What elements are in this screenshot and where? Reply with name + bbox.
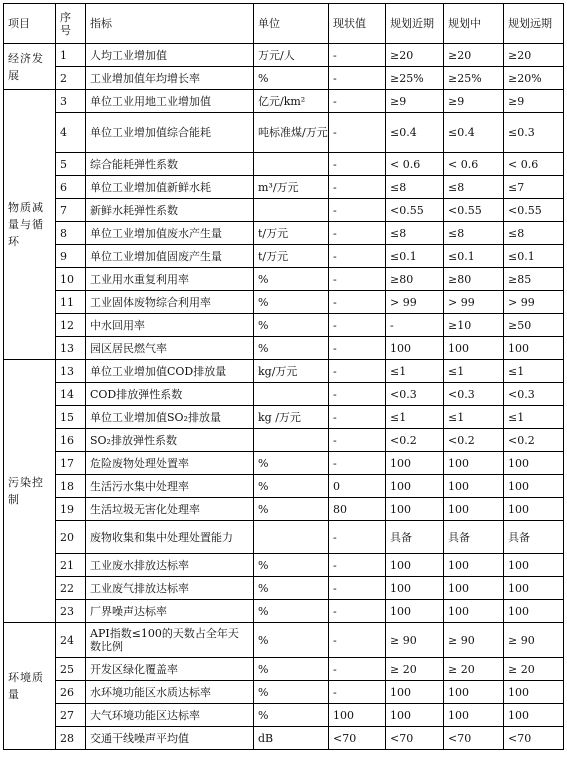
category-cell: 经济发展	[4, 44, 56, 90]
near-term-cell: -	[386, 314, 444, 337]
number-cell: 16	[56, 429, 86, 452]
mid-term-cell: < 0.6	[444, 153, 504, 176]
unit-cell: %	[254, 498, 329, 521]
near-term-cell: ≤8	[386, 222, 444, 245]
unit-cell: %	[254, 475, 329, 498]
current-cell: -	[329, 199, 386, 222]
unit-cell: %	[254, 623, 329, 658]
indicator-cell: 新鲜水耗弹性系数	[86, 199, 254, 222]
category-cell: 物质减量与循环	[4, 90, 56, 360]
indicator-cell: 单位工业增加值固废产生量	[86, 245, 254, 268]
current-cell: -	[329, 153, 386, 176]
indicator-cell: 工业废气排放达标率	[86, 577, 254, 600]
table-row	[4, 623, 564, 658]
number-cell: 2	[56, 67, 86, 90]
current-cell: -	[329, 44, 386, 67]
mid-term-cell: <0.55	[444, 199, 504, 222]
long-term-cell: ≥85	[504, 268, 564, 291]
unit-cell	[254, 199, 329, 222]
number-cell: 24	[56, 623, 86, 658]
near-term-cell: ≥20	[386, 44, 444, 67]
table-row	[4, 222, 564, 245]
near-term-cell: < 0.6	[386, 153, 444, 176]
mid-term-cell: <0.2	[444, 429, 504, 452]
indicator-cell: 危险废物处理处置率	[86, 452, 254, 475]
mid-term-cell: 100	[444, 681, 504, 704]
unit-cell: %	[254, 67, 329, 90]
mid-term-cell: <70	[444, 727, 504, 750]
unit-cell: m³/万元	[254, 176, 329, 199]
number-cell: 15	[56, 406, 86, 429]
long-term-cell: 100	[504, 475, 564, 498]
mid-term-cell: ≥80	[444, 268, 504, 291]
table-row	[4, 67, 564, 90]
indicator-cell: 人均工业增加值	[86, 44, 254, 67]
header-indicator: 指标	[86, 4, 254, 44]
long-term-cell: 100	[504, 554, 564, 577]
table-row	[4, 176, 564, 199]
mid-term-cell: ≥25%	[444, 67, 504, 90]
number-cell: 21	[56, 554, 86, 577]
long-term-cell: 100	[504, 600, 564, 623]
number-cell: 28	[56, 727, 86, 750]
near-term-cell: 100	[386, 681, 444, 704]
number-cell: 22	[56, 577, 86, 600]
long-term-cell: <70	[504, 727, 564, 750]
indicator-table	[3, 3, 564, 750]
unit-cell	[254, 429, 329, 452]
unit-cell: %	[254, 452, 329, 475]
indicator-cell: 工业增加值年均增长率	[86, 67, 254, 90]
long-term-cell: 具备	[504, 521, 564, 554]
table-row	[4, 727, 564, 750]
near-term-cell: 100	[386, 554, 444, 577]
near-term-cell: > 99	[386, 291, 444, 314]
mid-term-cell: ≤0.4	[444, 113, 504, 153]
current-cell: -	[329, 337, 386, 360]
unit-cell	[254, 153, 329, 176]
indicator-cell: 水环境功能区水质达标率	[86, 681, 254, 704]
near-term-cell: ≥ 20	[386, 658, 444, 681]
mid-term-cell: ≥10	[444, 314, 504, 337]
number-cell: 3	[56, 90, 86, 113]
long-term-cell: ≥20	[504, 44, 564, 67]
unit-cell: t/万元	[254, 222, 329, 245]
number-cell: 14	[56, 383, 86, 406]
number-cell: 8	[56, 222, 86, 245]
table-row	[4, 681, 564, 704]
indicator-cell: 单位工业增加值COD排放量	[86, 360, 254, 383]
near-term-cell: ≤1	[386, 406, 444, 429]
current-cell: -	[329, 554, 386, 577]
current-cell: -	[329, 360, 386, 383]
header-long-term: 规划远期	[504, 4, 564, 44]
mid-term-cell: ≤1	[444, 360, 504, 383]
near-term-cell: <0.2	[386, 429, 444, 452]
number-cell: 1	[56, 44, 86, 67]
near-term-cell: 100	[386, 704, 444, 727]
long-term-cell: > 99	[504, 291, 564, 314]
number-cell: 27	[56, 704, 86, 727]
indicator-cell: 厂界噪声达标率	[86, 600, 254, 623]
table-row	[4, 337, 564, 360]
indicator-cell: 单位工业增加值综合能耗	[86, 113, 254, 153]
table-row	[4, 429, 564, 452]
near-term-cell: ≥25%	[386, 67, 444, 90]
table-row	[4, 383, 564, 406]
unit-cell: kg /万元	[254, 406, 329, 429]
number-cell: 25	[56, 658, 86, 681]
header-current: 现状值	[329, 4, 386, 44]
header-row	[4, 4, 564, 44]
number-cell: 26	[56, 681, 86, 704]
current-cell: -	[329, 383, 386, 406]
number-cell: 13	[56, 360, 86, 383]
long-term-cell: ≥ 90	[504, 623, 564, 658]
near-term-cell: 100	[386, 475, 444, 498]
number-cell: 10	[56, 268, 86, 291]
current-cell: -	[329, 577, 386, 600]
indicator-cell: COD排放弹性系数	[86, 383, 254, 406]
mid-term-cell: ≥9	[444, 90, 504, 113]
unit-cell: %	[254, 681, 329, 704]
table-row	[4, 704, 564, 727]
unit-cell: dB	[254, 727, 329, 750]
mid-term-cell: 100	[444, 475, 504, 498]
long-term-cell: ≥20%	[504, 67, 564, 90]
table-row	[4, 658, 564, 681]
unit-cell: 吨标准煤/万元	[254, 113, 329, 153]
near-term-cell: <70	[386, 727, 444, 750]
table-row	[4, 406, 564, 429]
near-term-cell: 100	[386, 600, 444, 623]
near-term-cell: 100	[386, 577, 444, 600]
current-cell: -	[329, 222, 386, 245]
mid-term-cell: 100	[444, 600, 504, 623]
current-cell: -	[329, 291, 386, 314]
number-cell: 5	[56, 153, 86, 176]
current-cell: -	[329, 176, 386, 199]
unit-cell	[254, 383, 329, 406]
mid-term-cell: ≤0.1	[444, 245, 504, 268]
number-cell: 19	[56, 498, 86, 521]
unit-cell: t/万元	[254, 245, 329, 268]
long-term-cell: < 0.6	[504, 153, 564, 176]
indicator-cell: 单位工业增加值废水产生量	[86, 222, 254, 245]
current-cell: <70	[329, 727, 386, 750]
category-cell: 污染控制	[4, 360, 56, 623]
indicator-cell: 交通干线噪声平均值	[86, 727, 254, 750]
mid-term-cell: 100	[444, 704, 504, 727]
mid-term-cell: 具备	[444, 521, 504, 554]
table-row	[4, 199, 564, 222]
unit-cell: %	[254, 658, 329, 681]
unit-cell: %	[254, 704, 329, 727]
unit-cell: %	[254, 337, 329, 360]
mid-term-cell: 100	[444, 577, 504, 600]
table-row	[4, 475, 564, 498]
table-row	[4, 452, 564, 475]
indicator-cell: SO₂排放弹性系数	[86, 429, 254, 452]
current-cell: -	[329, 452, 386, 475]
table-row	[4, 521, 564, 554]
mid-term-cell: ≥ 20	[444, 658, 504, 681]
mid-term-cell: 100	[444, 337, 504, 360]
current-cell: -	[329, 67, 386, 90]
table-row	[4, 90, 564, 113]
long-term-cell: ≤0.1	[504, 245, 564, 268]
indicator-cell: 生活垃圾无害化处理率	[86, 498, 254, 521]
current-cell: -	[329, 521, 386, 554]
current-cell: -	[329, 268, 386, 291]
near-term-cell: 100	[386, 337, 444, 360]
mid-term-cell: ≥20	[444, 44, 504, 67]
indicator-cell: 工业废水排放达标率	[86, 554, 254, 577]
current-cell: 100	[329, 704, 386, 727]
indicator-cell: API指数≤100的天数占全年天数比例	[86, 623, 254, 658]
current-cell: -	[329, 90, 386, 113]
near-term-cell: <0.3	[386, 383, 444, 406]
long-term-cell: 100	[504, 498, 564, 521]
indicator-cell: 园区居民燃气率	[86, 337, 254, 360]
current-cell: -	[329, 245, 386, 268]
mid-term-cell: ≤8	[444, 222, 504, 245]
unit-cell: %	[254, 268, 329, 291]
number-cell: 4	[56, 113, 86, 153]
number-cell: 12	[56, 314, 86, 337]
current-cell: -	[329, 429, 386, 452]
current-cell: -	[329, 113, 386, 153]
table-row	[4, 360, 564, 383]
near-term-cell: ≤8	[386, 176, 444, 199]
near-term-cell: ≤0.1	[386, 245, 444, 268]
number-cell: 17	[56, 452, 86, 475]
near-term-cell: <0.55	[386, 199, 444, 222]
table-row	[4, 600, 564, 623]
long-term-cell: ≥ 20	[504, 658, 564, 681]
number-cell: 13	[56, 337, 86, 360]
long-term-cell: ≤7	[504, 176, 564, 199]
current-cell: -	[329, 658, 386, 681]
unit-cell: 万元/人	[254, 44, 329, 67]
mid-term-cell: ≤8	[444, 176, 504, 199]
mid-term-cell: > 99	[444, 291, 504, 314]
long-term-cell: 100	[504, 577, 564, 600]
long-term-cell: 100	[504, 337, 564, 360]
long-term-cell: 100	[504, 704, 564, 727]
unit-cell: %	[254, 577, 329, 600]
number-cell: 6	[56, 176, 86, 199]
table-row	[4, 314, 564, 337]
near-term-cell: 100	[386, 498, 444, 521]
table-row	[4, 153, 564, 176]
long-term-cell: ≤8	[504, 222, 564, 245]
near-term-cell: ≥9	[386, 90, 444, 113]
mid-term-cell: 100	[444, 554, 504, 577]
number-cell: 9	[56, 245, 86, 268]
near-term-cell: 100	[386, 452, 444, 475]
indicator-cell: 废物收集和集中处理处置能力	[86, 521, 254, 554]
unit-cell: 亿元/km²	[254, 90, 329, 113]
current-cell: -	[329, 681, 386, 704]
table-row	[4, 113, 564, 153]
near-term-cell: ≤0.4	[386, 113, 444, 153]
long-term-cell: <0.55	[504, 199, 564, 222]
indicator-cell: 综合能耗弹性系数	[86, 153, 254, 176]
number-cell: 11	[56, 291, 86, 314]
table-row	[4, 245, 564, 268]
mid-term-cell: 100	[444, 498, 504, 521]
mid-term-cell: ≥ 90	[444, 623, 504, 658]
near-term-cell: 具备	[386, 521, 444, 554]
header-near-term: 规划近期	[386, 4, 444, 44]
current-cell: 80	[329, 498, 386, 521]
indicator-cell: 单位工业用地工业增加值	[86, 90, 254, 113]
number-cell: 18	[56, 475, 86, 498]
long-term-cell: ≤1	[504, 360, 564, 383]
mid-term-cell: 100	[444, 452, 504, 475]
header-mid-term: 规划中	[444, 4, 504, 44]
header-category: 项目	[4, 4, 56, 44]
long-term-cell: ≤1	[504, 406, 564, 429]
near-term-cell: ≤1	[386, 360, 444, 383]
header-unit: 单位	[254, 4, 329, 44]
long-term-cell: <0.2	[504, 429, 564, 452]
mid-term-cell: ≤1	[444, 406, 504, 429]
number-cell: 20	[56, 521, 86, 554]
unit-cell: %	[254, 314, 329, 337]
long-term-cell: 100	[504, 681, 564, 704]
indicator-cell: 单位工业增加值SO₂排放量	[86, 406, 254, 429]
near-term-cell: ≥ 90	[386, 623, 444, 658]
long-term-cell: ≤0.3	[504, 113, 564, 153]
current-cell: 0	[329, 475, 386, 498]
indicator-cell: 开发区绿化覆盖率	[86, 658, 254, 681]
current-cell: -	[329, 623, 386, 658]
mid-term-cell: <0.3	[444, 383, 504, 406]
current-cell: -	[329, 406, 386, 429]
long-term-cell: ≥50	[504, 314, 564, 337]
unit-cell: %	[254, 291, 329, 314]
indicator-cell: 单位工业增加值新鲜水耗	[86, 176, 254, 199]
indicator-cell: 大气环境功能区达标率	[86, 704, 254, 727]
current-cell: -	[329, 600, 386, 623]
unit-cell: %	[254, 554, 329, 577]
unit-cell: %	[254, 600, 329, 623]
unit-cell	[254, 521, 329, 554]
long-term-cell: ≥9	[504, 90, 564, 113]
number-cell: 7	[56, 199, 86, 222]
unit-cell: kg/万元	[254, 360, 329, 383]
category-cell: 环境质量	[4, 623, 56, 750]
current-cell: -	[329, 314, 386, 337]
table-row	[4, 268, 564, 291]
table-row	[4, 554, 564, 577]
table-row	[4, 577, 564, 600]
indicator-cell: 工业固体废物综合利用率	[86, 291, 254, 314]
near-term-cell: ≥80	[386, 268, 444, 291]
number-cell: 23	[56, 600, 86, 623]
long-term-cell: 100	[504, 452, 564, 475]
table-row	[4, 291, 564, 314]
header-number: 序号	[56, 4, 86, 44]
indicator-cell: 中水回用率	[86, 314, 254, 337]
table-row	[4, 44, 564, 67]
indicator-cell: 生活污水集中处理率	[86, 475, 254, 498]
indicator-cell: 工业用水重复利用率	[86, 268, 254, 291]
table-row	[4, 498, 564, 521]
long-term-cell: <0.3	[504, 383, 564, 406]
